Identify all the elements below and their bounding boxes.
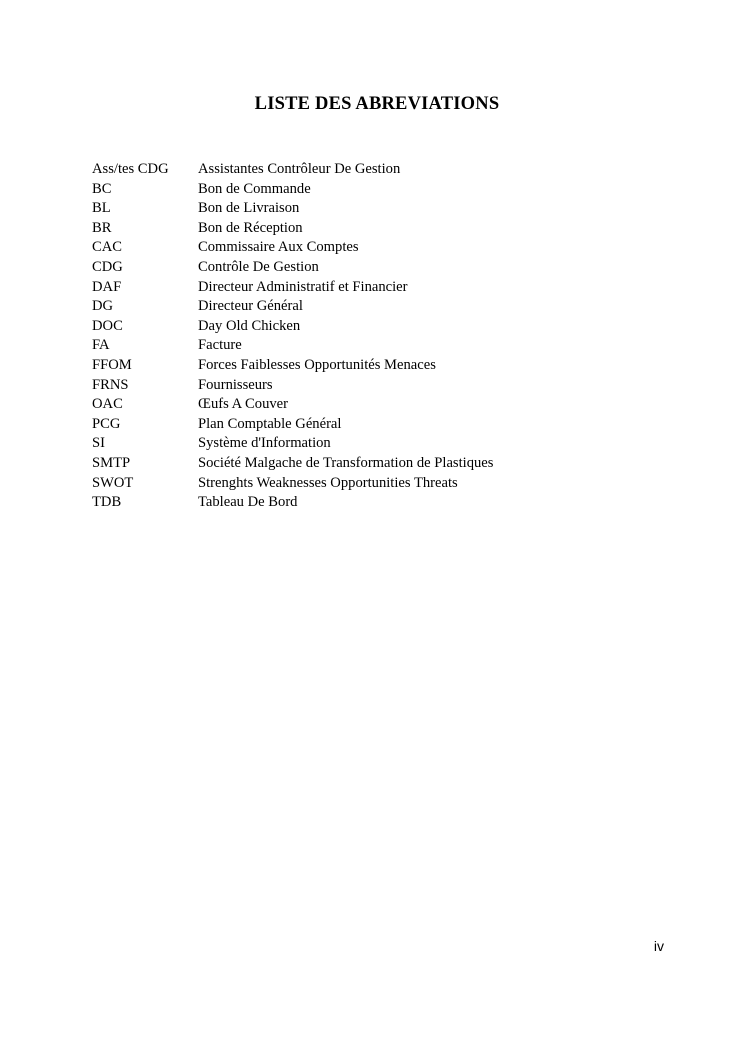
abbreviation-code: DAF bbox=[92, 278, 122, 295]
abbreviation-code: PCG bbox=[92, 415, 121, 432]
abbreviation-code: SI bbox=[92, 435, 105, 452]
abbreviation-row bbox=[92, 258, 652, 278]
abbreviation-row bbox=[92, 474, 652, 494]
abbreviation-row bbox=[92, 160, 652, 180]
abbreviation-list bbox=[92, 160, 652, 513]
abbreviation-code: SWOT bbox=[92, 474, 134, 491]
abbreviation-meaning: Commissaire Aux Comptes bbox=[198, 239, 359, 256]
abbreviation-row bbox=[92, 219, 652, 239]
abbreviation-meaning: Tableau De Bord bbox=[198, 494, 298, 511]
page-title: LISTE DES ABREVIATIONS bbox=[254, 94, 500, 114]
abbreviation-code: TDB bbox=[92, 494, 122, 511]
abbreviation-meaning: Directeur Administratif et Financier bbox=[198, 278, 408, 295]
abbreviation-code: CAC bbox=[92, 239, 123, 256]
abbreviation-meaning: Assistantes Contrôleur De Gestion bbox=[198, 161, 401, 177]
abbreviation-meaning: Strenghts Weaknesses Opportunities Threats bbox=[198, 474, 458, 491]
abbreviation-row bbox=[92, 336, 652, 356]
abbreviation-meaning: Œufs A Couver bbox=[198, 396, 288, 413]
abbreviation-meaning: Forces Faiblesses Opportunités Menaces bbox=[198, 356, 436, 373]
abbreviation-meaning: Plan Comptable Général bbox=[198, 415, 342, 432]
abbreviation-code: FA bbox=[92, 337, 110, 354]
abbreviation-meaning: Société Malgache de Transformation de Plastiques bbox=[198, 454, 494, 471]
abbreviation-row bbox=[92, 454, 652, 474]
abbreviation-code: SMTP bbox=[92, 454, 131, 471]
abbreviation-row bbox=[92, 199, 652, 219]
abbreviation-meaning: Bon de Commande bbox=[198, 180, 311, 197]
abbreviation-code: DG bbox=[92, 298, 114, 315]
abbreviation-row bbox=[92, 395, 652, 415]
abbreviation-code: CDG bbox=[92, 258, 123, 275]
abbreviation-meaning: Fournisseurs bbox=[198, 376, 273, 393]
abbreviation-row bbox=[92, 356, 652, 376]
abbreviation-code: BL bbox=[92, 200, 111, 217]
abbreviation-code: Ass/tes CDG bbox=[92, 161, 169, 177]
page-number: iv bbox=[653, 938, 664, 954]
abbreviation-row bbox=[92, 297, 652, 317]
abbreviation-row bbox=[92, 376, 652, 396]
abbreviation-code: BC bbox=[92, 180, 112, 197]
abbreviation-row bbox=[92, 278, 652, 298]
abbreviation-row bbox=[92, 493, 652, 513]
abbreviation-row bbox=[92, 415, 652, 435]
abbreviation-code: BR bbox=[92, 219, 112, 236]
abbreviation-code: OAC bbox=[92, 396, 123, 413]
abbreviation-code: FFOM bbox=[92, 356, 132, 373]
abbreviation-row bbox=[92, 180, 652, 200]
abbreviation-meaning: Facture bbox=[198, 337, 242, 354]
abbreviation-row bbox=[92, 317, 652, 337]
abbreviation-meaning: Contrôle De Gestion bbox=[198, 258, 319, 275]
abbreviation-code: FRNS bbox=[92, 376, 129, 393]
abbreviation-row bbox=[92, 434, 652, 454]
abbreviation-row bbox=[92, 238, 652, 258]
abbreviation-meaning: Bon de Livraison bbox=[198, 200, 300, 217]
abbreviation-meaning: Système d'Information bbox=[198, 435, 331, 452]
abbreviation-meaning: Directeur Général bbox=[198, 298, 303, 315]
abbreviation-meaning: Day Old Chicken bbox=[198, 317, 301, 334]
abbreviation-meaning: Bon de Réception bbox=[198, 219, 303, 236]
abbreviation-code: DOC bbox=[92, 317, 123, 334]
